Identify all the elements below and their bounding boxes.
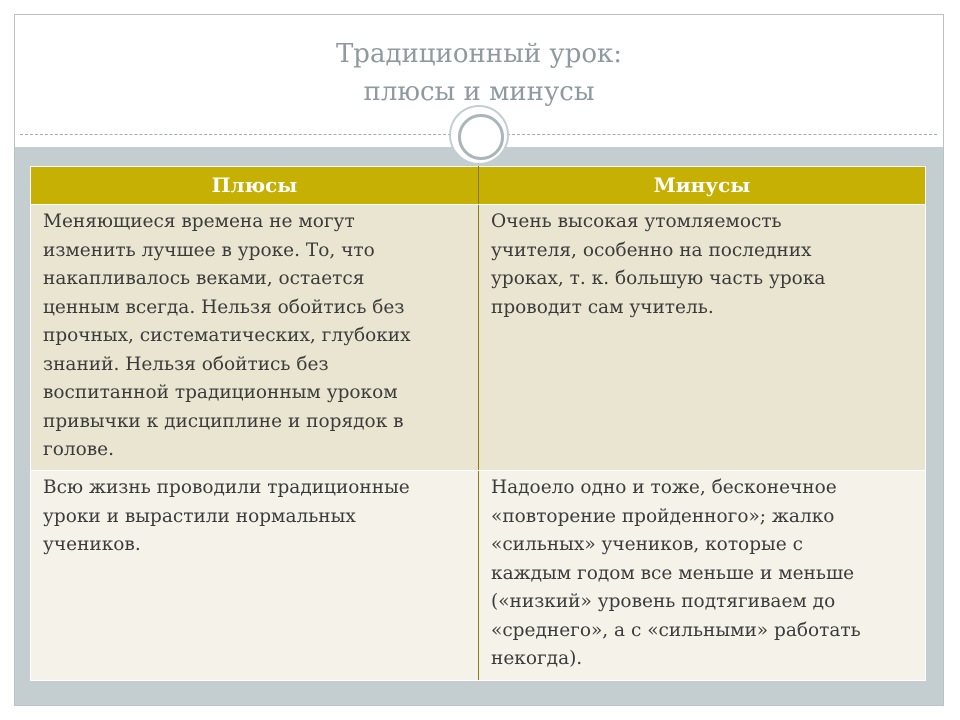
text-line: проводит сам учитель.	[491, 296, 714, 318]
text-line: учителя, особенно на последних	[491, 239, 812, 261]
slide	[14, 14, 944, 706]
pros-cons-table	[30, 166, 926, 681]
text-line: изменить лучшее в уроке. То, что	[43, 239, 375, 261]
text-line: уроки и вырастили нормальных	[43, 505, 356, 527]
text-line: знаний. Нельзя обойтись без	[43, 353, 329, 375]
text-line: каждым годом все меньше и меньше	[491, 562, 855, 584]
text-line: ценным всегда. Нельзя обойтись без	[43, 296, 405, 318]
text-line: Всю жизнь проводили традиционные	[43, 477, 410, 498]
cons-cell	[479, 471, 926, 681]
text-line: привычки к дисциплине и порядок в	[43, 410, 404, 432]
dashed-divider-left	[20, 134, 456, 135]
pros-cell	[31, 471, 479, 681]
text-line: голове.	[43, 439, 114, 460]
dashed-divider-right	[507, 134, 937, 135]
circle-ornament-icon	[451, 107, 507, 163]
table-header-row	[31, 167, 926, 205]
title-line-1: Традиционный урок:	[335, 39, 623, 69]
table-row	[31, 471, 926, 681]
text-line: прочных, систематических, глубоких	[43, 325, 411, 346]
header-pros: Плюсы	[31, 167, 479, 205]
title-line-2: плюсы и минусы	[363, 77, 595, 107]
table-row	[31, 205, 926, 471]
text-line: воспитанной традиционным уроком	[43, 382, 398, 403]
text-line: Меняющиеся времена не могут	[43, 211, 355, 232]
text-line: накапливалось веками, остается	[43, 268, 365, 289]
text-line: «среднего», а с «сильными» работать	[491, 619, 861, 641]
text-line: «сильных» учеников, которые с	[491, 534, 803, 555]
text-line: «повторение пройденного»; жалко	[491, 505, 835, 527]
header-cons: Минусы	[479, 167, 926, 205]
text-line: учеников.	[43, 534, 141, 555]
pros-cell	[31, 205, 479, 471]
text-line: уроках, т. к. большую часть урока	[491, 268, 826, 289]
text-line: Очень высокая утомляемость	[491, 211, 782, 232]
cons-cell	[479, 205, 926, 471]
slide-title	[15, 35, 943, 111]
ring-icon	[458, 114, 504, 160]
text-line: («низкий» уровень подтягиваем до	[491, 591, 836, 612]
text-line: некогда).	[491, 648, 583, 669]
text-line: Надоело одно и тоже, бесконечное	[491, 477, 837, 498]
